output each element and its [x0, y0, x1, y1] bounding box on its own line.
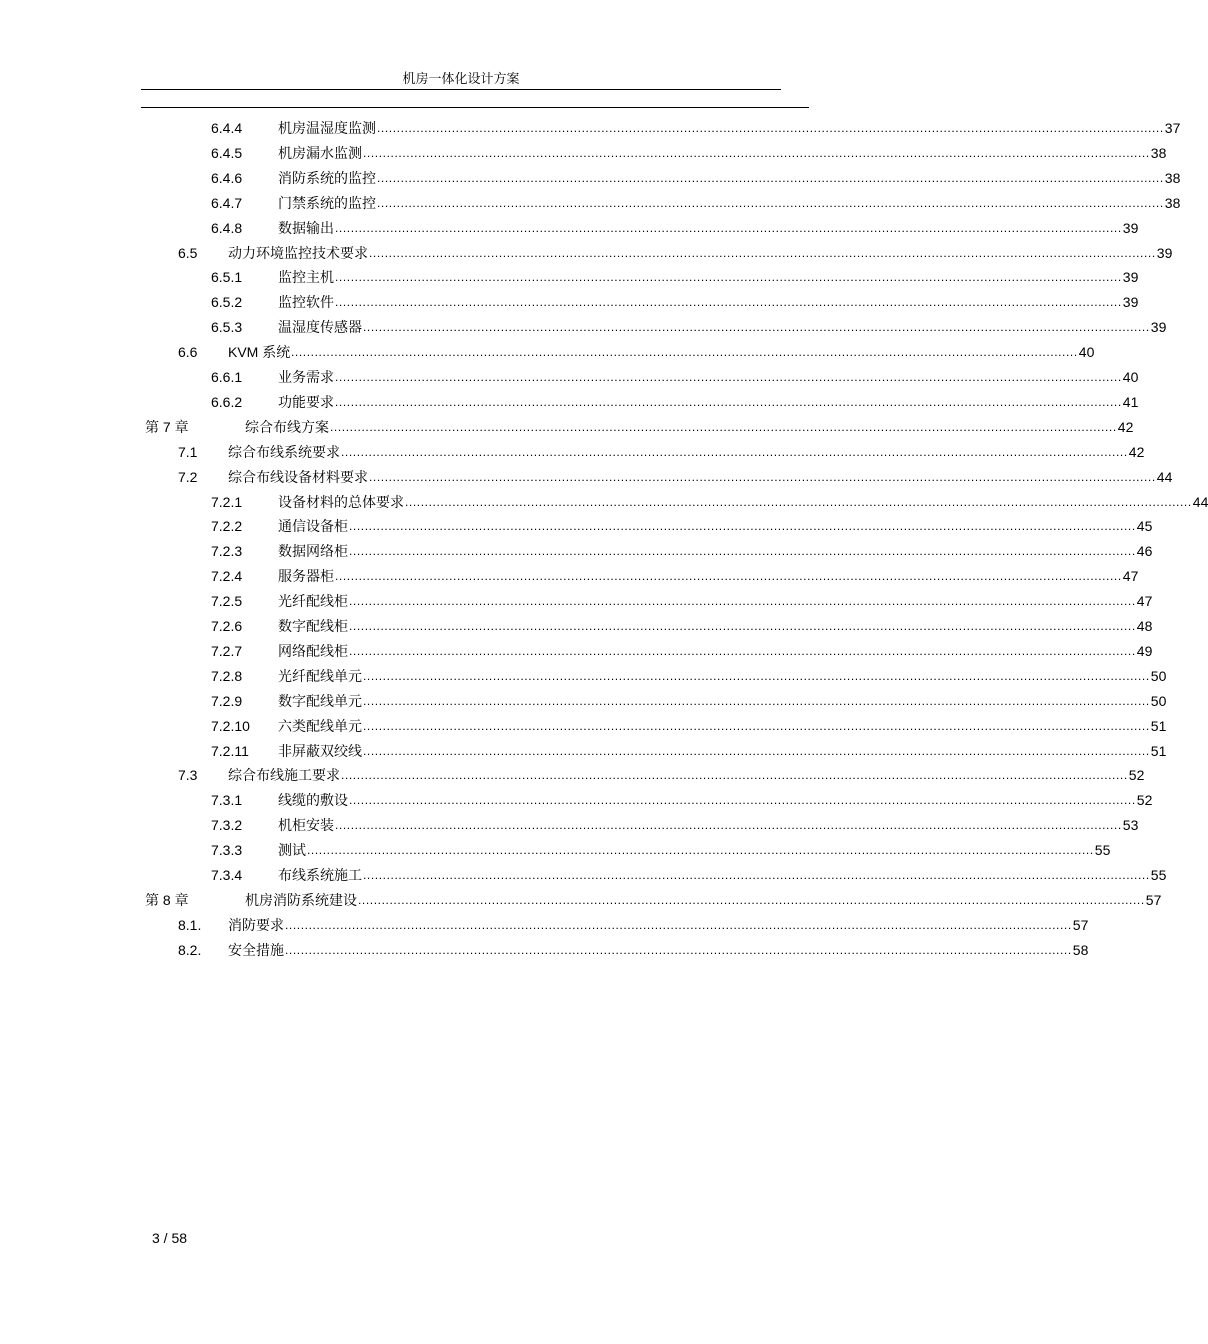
- toc-entry-number: 8.1.: [178, 916, 202, 933]
- toc-entry-number: 7.2: [178, 468, 198, 485]
- toc-entry-page: 50: [1150, 692, 1167, 709]
- toc-entry-leader-line: [341, 763, 1145, 788]
- toc-entry-leader-line: [363, 141, 1167, 166]
- toc-entry-page: 47: [1136, 593, 1153, 610]
- toc-entry-number: 第 7 章: [145, 418, 189, 435]
- toc-entry[interactable]: [0, 490, 1208, 515]
- toc-entry-leader-line: [330, 415, 1134, 440]
- toc-entry-page: 47: [1122, 568, 1139, 585]
- toc-entry[interactable]: [0, 838, 1111, 863]
- toc-entry-page: 46: [1136, 543, 1153, 560]
- toc-entry[interactable]: [0, 265, 1139, 290]
- toc-entry-title: 安全措施: [228, 941, 284, 958]
- toc-entry-number: 6.4.4: [211, 120, 243, 136]
- toc-entry-number: 6.5.2: [211, 294, 243, 311]
- toc-dot-leader: ........................................................................................................................................................................................................: [377, 195, 1164, 210]
- toc-entry[interactable]: [0, 290, 1139, 315]
- toc-entry-number: 7.2.11: [211, 742, 249, 759]
- toc-entry-title: 消防系统的监控: [278, 169, 376, 186]
- toc-entry-page: 39: [1122, 269, 1139, 286]
- toc-entry-number: 6.6: [178, 344, 198, 361]
- toc-dot-leader: ........................................................................................................................................................................................................: [335, 370, 1122, 384]
- running-header-title: 机房一体化设计方案: [402, 71, 520, 86]
- toc-entry-title: 功能要求: [278, 393, 334, 410]
- toc-entry-page: 48: [1136, 618, 1153, 634]
- toc-entry-number: 6.6.1: [211, 369, 243, 385]
- toc-entry-title: 数字配线柜: [278, 618, 348, 634]
- toc-entry-number: 6.6.2: [211, 393, 243, 410]
- toc-entry-number: 7.2.5: [211, 593, 243, 610]
- toc-dot-leader: ........................................................................................................................................................................................................: [335, 569, 1122, 584]
- toc-entry-leader-line: [291, 340, 1095, 365]
- toc-entry-leader-line: [369, 241, 1173, 266]
- toc-entry[interactable]: [0, 763, 1145, 788]
- toc-entry-number: 7.2.6: [211, 618, 243, 634]
- toc-entry-leader-line: [335, 390, 1139, 415]
- toc-entry[interactable]: [0, 813, 1139, 838]
- toc-entry[interactable]: [0, 340, 1095, 365]
- toc-entry-title: 布线系统施工: [278, 867, 362, 883]
- toc-entry-leader-line: [377, 166, 1181, 191]
- toc-entry-title: 机房漏水监测: [278, 144, 362, 161]
- toc-dot-leader: ........................................................................................................................................................................................................: [330, 419, 1117, 434]
- toc-entry-number: 7.2.1: [211, 493, 243, 510]
- toc-entry[interactable]: [0, 390, 1139, 415]
- toc-entry-number: 7.2.10: [211, 717, 250, 734]
- toc-entry-page: 53: [1122, 817, 1139, 834]
- toc-entry[interactable]: [0, 614, 1153, 639]
- toc-entry[interactable]: [0, 863, 1167, 888]
- toc-entry-number: 7.3.1: [211, 792, 243, 809]
- header-rule-bottom: [141, 107, 809, 108]
- toc-entry-page: 50: [1150, 667, 1167, 684]
- toc-dot-leader: ........................................................................................................................................................................................................: [349, 619, 1136, 633]
- toc-entry-number: 8.2.: [178, 941, 202, 958]
- toc-entry[interactable]: [0, 913, 1089, 938]
- toc-dot-leader: ........................................................................................................................................................................................................: [405, 494, 1192, 509]
- toc-entry-title: 通信设备柜: [278, 518, 348, 535]
- toc-entry-title: 消防要求: [228, 916, 284, 933]
- toc-entry-title: 网络配线柜: [278, 642, 348, 659]
- toc-entry-title: 非屏蔽双绞线: [278, 742, 362, 759]
- toc-entry-page: 40: [1078, 344, 1095, 361]
- toc-entry-leader-line: [335, 290, 1139, 315]
- toc-entry-leader-line: [341, 440, 1145, 465]
- toc-entry-title: 服务器柜: [278, 568, 334, 585]
- toc-entry-title: 温湿度传感器: [278, 319, 362, 336]
- toc-entry[interactable]: [0, 465, 1173, 490]
- toc-dot-leader: ........................................................................................................................................................................................................: [363, 145, 1150, 160]
- toc-entry-number: 7.1: [178, 443, 198, 460]
- toc-entry-number: 7.3.4: [211, 867, 243, 883]
- toc-entry-number: 7.2.9: [211, 692, 243, 709]
- toc-entry[interactable]: [0, 365, 1139, 390]
- toc-entry-title: 机房温湿度监测: [278, 120, 376, 136]
- toc-entry-number: 6.4.8: [211, 219, 243, 236]
- toc-entry[interactable]: [0, 241, 1173, 266]
- toc-dot-leader: ........................................................................................................................................................................................................: [363, 693, 1150, 708]
- toc-entry-page: 40: [1122, 369, 1139, 385]
- toc-entry-page: 55: [1094, 842, 1111, 859]
- toc-entry-leader-line: [363, 863, 1167, 888]
- toc-entry-title: 数据网络柜: [278, 543, 348, 560]
- toc-entry[interactable]: [0, 564, 1139, 589]
- toc-entry[interactable]: [0, 664, 1167, 689]
- toc-dot-leader: ........................................................................................................................................................................................................: [369, 245, 1156, 260]
- toc-entry[interactable]: [0, 888, 1162, 913]
- toc-entry-number: 6.5.1: [211, 269, 243, 286]
- toc-entry-number: 6.4.7: [211, 194, 243, 211]
- toc-dot-leader: ........................................................................................................................................................................................................: [358, 892, 1145, 907]
- toc-entry-title: 六类配线单元: [278, 717, 362, 734]
- toc-entry-leader-line: [405, 490, 1208, 515]
- toc-entry[interactable]: [0, 589, 1153, 614]
- toc-dot-leader: ........................................................................................................................................................................................................: [349, 594, 1136, 609]
- toc-entry-number: 7.2.4: [211, 568, 243, 585]
- toc-entry-title: KVM 系统: [228, 344, 291, 361]
- toc-entry-page: 39: [1122, 219, 1139, 236]
- toc-entry[interactable]: [0, 714, 1167, 739]
- toc-entry-leader-line: [377, 116, 1181, 141]
- toc-entry-page: 55: [1150, 867, 1167, 883]
- toc-entry-title: 综合布线施工要求: [228, 767, 340, 784]
- toc-entry[interactable]: [0, 539, 1153, 564]
- toc-entry-page: 44: [1192, 493, 1208, 510]
- toc-entry-leader-line: [335, 365, 1139, 390]
- toc-entry[interactable]: [0, 440, 1145, 465]
- toc-entry-page: 45: [1136, 518, 1153, 535]
- toc-entry-page: 57: [1072, 916, 1089, 933]
- toc-entry-leader-line: [335, 265, 1139, 290]
- toc-entry-title: 数据输出: [278, 219, 334, 236]
- toc-dot-leader: ........................................................................................................................................................................................................: [335, 818, 1122, 833]
- toc-entry-page: 49: [1136, 642, 1153, 659]
- toc-dot-leader: ........................................................................................................................................................................................................: [341, 444, 1128, 459]
- toc-dot-leader: ........................................................................................................................................................................................................: [285, 917, 1072, 932]
- toc-entry-leader-line: [363, 664, 1167, 689]
- toc-entry-leader-line: [363, 739, 1167, 764]
- toc-entry-title: 门禁系统的监控: [278, 194, 376, 211]
- toc-entry-page: 37: [1164, 120, 1181, 136]
- toc-dot-leader: ........................................................................................................................................................................................................: [369, 469, 1156, 484]
- toc-dot-leader: ........................................................................................................................................................................................................: [349, 544, 1136, 559]
- toc-entry[interactable]: [0, 689, 1167, 714]
- toc-entry-page: 42: [1117, 418, 1134, 435]
- toc-entry-leader-line: [285, 938, 1089, 963]
- toc-entry[interactable]: [0, 166, 1181, 191]
- toc-entry-number: 6.5: [178, 244, 198, 261]
- toc-entry[interactable]: [0, 514, 1153, 539]
- toc-entry-title: 光纤配线柜: [278, 593, 348, 610]
- toc-entry-page: 51: [1150, 742, 1167, 759]
- toc-dot-leader: ........................................................................................................................................................................................................: [335, 270, 1122, 285]
- toc-entry[interactable]: [0, 116, 1181, 141]
- toc-entry-page: 51: [1150, 717, 1167, 734]
- toc-entry-title: 监控主机: [278, 269, 334, 286]
- toc-dot-leader: ........................................................................................................................................................................................................: [341, 768, 1128, 783]
- toc-entry-title: 业务需求: [278, 369, 334, 385]
- toc-entry[interactable]: [0, 415, 1134, 440]
- toc-entry-title: 机柜安装: [278, 817, 334, 834]
- toc-entry[interactable]: [0, 216, 1139, 241]
- toc-entry-leader-line: [369, 465, 1173, 490]
- toc-entry-leader-line: [349, 514, 1153, 539]
- toc-entry-number: 7.2.8: [211, 667, 243, 684]
- toc-dot-leader: ........................................................................................................................................................................................................: [349, 519, 1136, 534]
- toc-entry-page: 38: [1164, 169, 1181, 186]
- toc-entry-title: 光纤配线单元: [278, 667, 362, 684]
- toc-dot-leader: ........................................................................................................................................................................................................: [363, 868, 1150, 882]
- toc-entry-page: 39: [1150, 319, 1167, 336]
- toc-entry-page: 58: [1072, 941, 1089, 958]
- toc-dot-leader: ........................................................................................................................................................................................................: [335, 295, 1122, 310]
- toc-entry-page: 39: [1122, 294, 1139, 311]
- toc-entry-title: 设备材料的总体要求: [278, 493, 404, 510]
- toc-entry-title: 机房消防系统建设: [245, 891, 357, 908]
- toc-dot-leader: ........................................................................................................................................................................................................: [377, 121, 1164, 135]
- toc-dot-leader: ........................................................................................................................................................................................................: [349, 793, 1136, 808]
- page-number: 3 / 58: [152, 1230, 188, 1246]
- toc-entry-leader-line: [349, 788, 1153, 813]
- toc-entry-page: 52: [1128, 767, 1145, 784]
- toc-entry[interactable]: [0, 315, 1167, 340]
- toc-entry-page: 42: [1128, 443, 1145, 460]
- toc-entry-number: 7.2.2: [211, 518, 243, 535]
- toc-entry-page: 44: [1156, 468, 1173, 485]
- toc-entry-number: 6.5.3: [211, 319, 243, 336]
- toc-entry-title: 动力环境监控技术要求: [228, 244, 368, 261]
- toc-dot-leader: ........................................................................................................................................................................................................: [363, 668, 1150, 683]
- toc-entry-number: 6.4.5: [211, 144, 243, 161]
- toc-entry[interactable]: [0, 788, 1153, 813]
- toc-dot-leader: ........................................................................................................................................................................................................: [349, 643, 1136, 658]
- toc-entry[interactable]: [0, 938, 1089, 963]
- toc-dot-leader: ........................................................................................................................................................................................................: [285, 942, 1072, 957]
- toc-entry-leader-line: [285, 913, 1089, 938]
- toc-entry-title: 数字配线单元: [278, 692, 362, 709]
- toc-entry-page: 38: [1164, 194, 1181, 211]
- toc-entry-number: 7.2.3: [211, 543, 243, 560]
- toc-entry-leader-line: [349, 614, 1153, 639]
- toc-entry-leader-line: [335, 564, 1139, 589]
- toc-entry-leader-line: [335, 216, 1139, 241]
- toc-entry-title: 测试: [278, 842, 306, 859]
- toc-entry[interactable]: [0, 141, 1167, 166]
- toc-dot-leader: ........................................................................................................................................................................................................: [335, 394, 1122, 409]
- toc-entry-number: 第 8 章: [145, 891, 189, 908]
- toc-entry-number: 7.3: [178, 767, 198, 784]
- toc-entry-page: 41: [1122, 393, 1139, 410]
- toc-dot-leader: ........................................................................................................................................................................................................: [307, 843, 1094, 858]
- toc-entry-number: 6.4.6: [211, 169, 243, 186]
- toc-dot-leader: ........................................................................................................................................................................................................: [363, 743, 1150, 758]
- toc-entry-leader-line: [349, 589, 1153, 614]
- toc-entry[interactable]: [0, 639, 1153, 664]
- toc-entry-title: 综合布线方案: [245, 418, 329, 435]
- toc-entry-leader-line: [335, 813, 1139, 838]
- toc-entry-leader-line: [349, 639, 1153, 664]
- toc-entry-leader-line: [363, 689, 1167, 714]
- toc-entry-number: 7.2.7: [211, 642, 243, 659]
- toc-entry-title: 监控软件: [278, 294, 334, 311]
- toc-entry[interactable]: [0, 191, 1181, 216]
- toc-entry-page: 57: [1145, 891, 1162, 908]
- toc-entry-number: 7.3.3: [211, 842, 243, 859]
- toc-dot-leader: ........................................................................................................................................................................................................: [335, 220, 1122, 235]
- toc-dot-leader: ........................................................................................................................................................................................................: [377, 170, 1164, 185]
- toc-entry-title: 线缆的敷设: [278, 792, 348, 809]
- toc-entry-page: 39: [1156, 244, 1173, 261]
- toc-entry-number: 7.3.2: [211, 817, 243, 834]
- toc-entry-leader-line: [349, 539, 1153, 564]
- toc-entry-leader-line: [377, 191, 1181, 216]
- header-rule-top: [141, 89, 781, 90]
- toc-entry-leader-line: [307, 838, 1111, 863]
- toc-entry[interactable]: [0, 739, 1167, 764]
- toc-entry-leader-line: [363, 315, 1167, 340]
- toc-entry-title: 综合布线系统要求: [228, 443, 340, 460]
- toc-dot-leader: ........................................................................................................................................................................................................: [363, 320, 1150, 335]
- toc-entry-leader-line: [363, 714, 1167, 739]
- toc-entry-page: 38: [1150, 144, 1167, 161]
- toc-dot-leader: ........................................................................................................................................................................................................: [291, 345, 1078, 360]
- toc-entry-leader-line: [358, 888, 1162, 913]
- toc-dot-leader: ........................................................................................................................................................................................................: [363, 718, 1150, 733]
- toc-entry-title: 综合布线设备材料要求: [228, 468, 368, 485]
- toc-entry-page: 52: [1136, 792, 1153, 809]
